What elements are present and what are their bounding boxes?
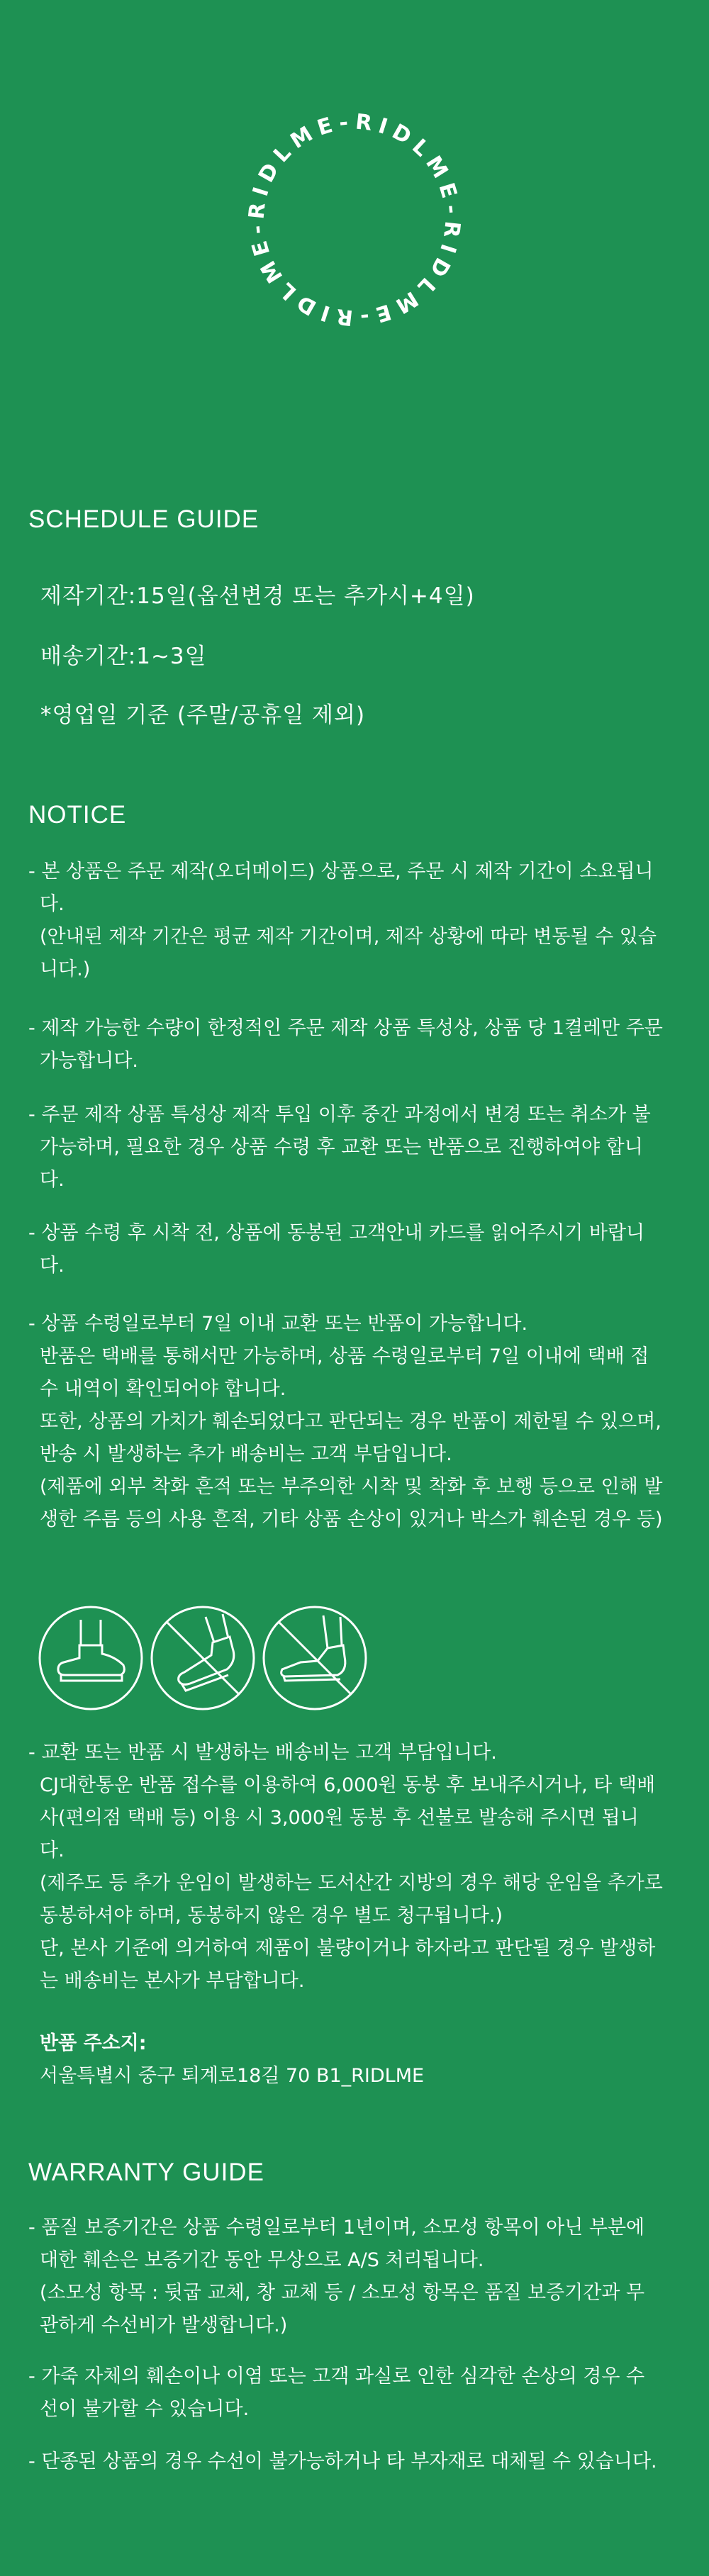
brand-logo [227,92,482,347]
warranty-text: - 가죽 자체의 훼손이나 이염 또는 고객 과실로 인한 심각한 손상의 경우 수선이 불가할 수 있습니다. [28,2365,645,2420]
return-address-block [28,2027,663,2093]
notice-text: 반품은 택배를 통해서만 가능하며, 상품 수령일로부터 7일 이내에 택배 접수 내역이 확인되어야 합니다. [40,1345,649,1400]
warranty-item-period [28,2212,663,2342]
notice-text: - 주문 제작 상품 특성상 제작 투입 이후 중간 과정에서 변경 또는 취소가 불가능하며, 필요한 경우 상품 수령 후 교환 또는 반품으로 진행하여야 합니다. [28,1104,651,1191]
production-period: 제작기간:15일(옵션변경 또는 추가시+4일) [40,583,475,609]
notice-text: (안내된 제작 기간은 평균 제작 기간이며, 제작 상황에 따라 변동될 수 있습니다.) [40,926,657,980]
warranty-item-damage [28,2361,663,2426]
notice-item-order-made [28,856,663,986]
warranty-text: - 품질 보증기간은 상품 수령일로부터 1년이며, 소모성 항목이 아닌 부분에 대한 훼손은 보증기간 동안 무상으로 A/S 처리됩니다. [28,2217,645,2271]
delivery-period: 배송기간:1~3일 [40,644,207,669]
no-step-heel-icon [261,1604,369,1712]
shoe-try-on-icons [37,1604,377,1718]
notice-text: 단, 본사 기준에 의거하여 제품이 불량이거나 하자라고 판단될 경우 발생하는 배송비는 본사가 부담합니다. [40,1937,656,1992]
notice-title: NOTICE [28,801,127,829]
notice-text: - 상품 수령 후 시착 전, 상품에 동봉된 고객안내 카드를 읽어주시기 바랍니다. [28,1222,645,1277]
logo-ring-textpath: RIDLME-RIDLME-RIDLME-RIDLME- [244,109,465,330]
notice-item-guide-card [28,1217,663,1282]
return-address-label: 반품 주소지: [40,2032,147,2054]
return-address: 서울특별시 중구 퇴계로18길 70 B1_RIDLME [40,2065,425,2087]
logo-ring-text [244,109,464,330]
warranty-guide-title: WARRANTY GUIDE [28,2158,264,2186]
notice-text: CJ대한통운 반품 접수를 이용하여 6,000원 동봉 후 보내주시거나, 타 택배사(편의점 택배 등) 이용 시 3,000원 동봉 후 선불로 발송해 주시면 됩니다. [40,1774,656,1861]
ridlme-ring-logo [227,92,482,347]
warranty-text: - 단종된 상품의 경우 수선이 불가능하거나 타 부자재로 대체될 수 있습니다. [28,2451,657,2473]
business-day-note: *영업일 기준 (주말/공휴일 제외) [40,702,366,728]
notice-item-quantity-limit [28,1012,663,1077]
notice-item-no-cancel [28,1099,663,1197]
notice-text: (제품에 외부 착화 흔적 또는 부주의한 시착 및 착화 후 보행 등으로 인해 발생한 주름 등의 사용 흔적, 기타 상품 손상이 있거나 박스가 훼손된 경우 등) [40,1476,663,1530]
notice-text: - 상품 수령일로부터 7일 이내 교환 또는 반품이 가능합니다. [28,1313,528,1335]
notice-text: (제주도 등 추가 운임이 발생하는 도서산간 지방의 경우 해당 운임을 추가로 동봉하셔야 하며, 동봉하지 않은 경우 별도 청구됩니다.) [40,1872,663,1927]
schedule-guide-title: SCHEDULE GUIDE [28,505,259,533]
notice-text: - 제작 가능한 수량이 한정적인 주문 제작 상품 특성상, 상품 당 1켤레만 주문 가능합니다. [28,1017,663,1072]
notice-item-return-policy [28,1308,663,1536]
notice-item-shipping-cost [28,1737,663,1998]
notice-text: 또한, 상품의 가치가 훼손되었다고 판단되는 경우 반품이 제한될 수 있으며, 반송 시 발생하는 추가 배송비는 고객 부담입니다. [40,1411,661,1465]
shoe-on-icon [37,1604,145,1712]
warranty-item-discontinued [28,2446,663,2478]
notice-text: - 교환 또는 반품 시 발생하는 배송비는 고객 부담입니다. [28,1742,497,1764]
notice-text: - 본 상품은 주문 제작(오더메이드) 상품으로, 주문 시 제작 기간이 소요됩니다. [28,861,654,915]
warranty-text: (소모성 항목 : 뒷굽 교체, 창 교체 등 / 소모성 항목은 품질 보증기간과 무관하게 수선비가 발생합니다.) [40,2282,645,2336]
no-walking-shoe-icon [149,1604,257,1712]
